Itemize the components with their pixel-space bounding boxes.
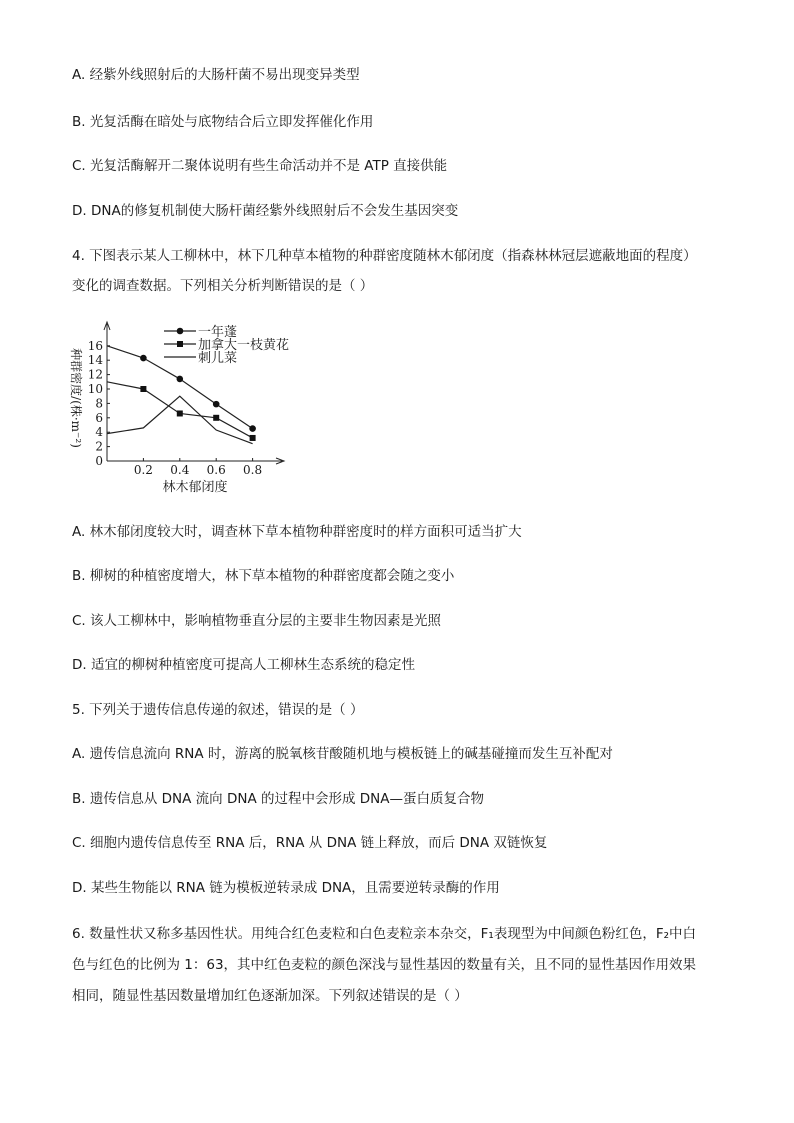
option-4d: D. 适宜的柳树种植密度可提高人工柳林生态系统的稳定性: [72, 657, 415, 673]
y-tick-label: 6: [95, 410, 103, 425]
data-point: [177, 376, 184, 383]
legend-marker: [177, 341, 183, 347]
legend-marker: [177, 328, 184, 335]
chart-legend: [164, 324, 289, 366]
data-point: [140, 386, 146, 392]
series-line: [107, 382, 253, 438]
data-point: [249, 425, 256, 432]
line-3b: B. 光复活酶在暗处与底物结合后立即发挥催化作用: [72, 114, 374, 130]
x-axis-label: 林木郁闭度: [162, 480, 228, 495]
y-tick-label: 0: [95, 454, 103, 468]
y-axis-label: 种群密度/(株·m⁻²): [69, 348, 83, 448]
series-line: [107, 396, 253, 444]
y-tick-label: 12: [87, 367, 103, 382]
x-tick-label: 0.4: [170, 463, 190, 477]
data-point: [140, 355, 147, 362]
option-4c: C. 该人工柳林中，影响植物垂直分层的主要非生物因素是光照: [72, 613, 442, 629]
data-point: [177, 410, 183, 416]
line-3c: C. 光复活酶解开二聚体说明有些生命活动并不是 ATP 直接供能: [72, 158, 448, 174]
y-tick-label: 8: [95, 396, 103, 411]
option-5b: B. 遗传信息从 DNA 流向 DNA 的过程中会形成 DNA—蛋白质复合物: [72, 791, 484, 807]
data-point: [250, 435, 256, 441]
x-tick-label: 0.2: [133, 463, 153, 477]
question-6-stem-1: 6. 数量性状又称多基因性状。用纯合红色麦粒和白色麦粒亲本杂交，F₁表现型为中间颜色粉红色，F₂中白: [72, 926, 697, 942]
y-tick-label: 2: [95, 439, 103, 454]
question-6-stem-2: 色与红色的比例为 1：63，其中红色麦粒的颜色深浅与显性基因的数量有关，且不同的显性基因作用效果: [72, 957, 697, 973]
line-3a: A. 经紫外线照射后的大肠杆菌不易出现变异类型: [72, 67, 360, 83]
question-5-stem: 5. 下列关于遗传信息传递的叙述，错误的是（ ）: [72, 702, 364, 718]
question-4-stem-cont: 变化的调查数据。下列相关分析判断错误的是（ ）: [72, 278, 374, 294]
question-6-stem-3: 相同，随显性基因数量增加红色逐渐加深。下列叙述错误的是（ ）: [72, 988, 468, 1004]
legend-label: 一年蓬: [198, 325, 238, 340]
option-5d: D. 某些生物能以 RNA 链为模板逆转录成 DNA，且需要逆转录酶的作用: [72, 880, 500, 896]
legend-label: 加拿大一枝黄花: [198, 338, 290, 353]
x-tick-label: 0.6: [206, 463, 226, 477]
option-5c: C. 细胞内遗传信息传至 RNA 后，RNA 从 DNA 链上释放，而后 DNA 双链恢复: [72, 835, 548, 851]
option-4a: A. 林木郁闭度较大时，调查林下草本植物种群密度时的样方面积可适当扩大: [72, 524, 522, 540]
x-tick-label: 0.8: [243, 463, 263, 477]
y-tick-label: 10: [87, 382, 103, 396]
data-point: [213, 401, 220, 408]
question-4-stem: 4. 下图表示某人工柳林中，林下几种草本植物的种群密度随林木郁闭度（指森林林冠层遮蔽地面的程度）: [72, 248, 697, 264]
y-tick-label: 14: [87, 353, 103, 368]
y-tick-label: 16: [87, 338, 103, 353]
y-tick-label: 4: [95, 425, 103, 440]
population-density-chart: [64, 318, 314, 498]
option-4b: B. 柳树的种植密度增大，林下草本植物的种群密度都会随之变小: [72, 568, 455, 584]
line-3d: D. DNA的修复机制使大肠杆菌经紫外线照射后不会发生基因突变: [72, 203, 459, 219]
data-point: [213, 415, 219, 421]
legend-label: 刺儿菜: [198, 351, 238, 366]
option-5a: A. 遗传信息流向 RNA 时，游离的脱氧核苷酸随机地与模板链上的碱基碰撞而发生互补配对: [72, 746, 613, 762]
